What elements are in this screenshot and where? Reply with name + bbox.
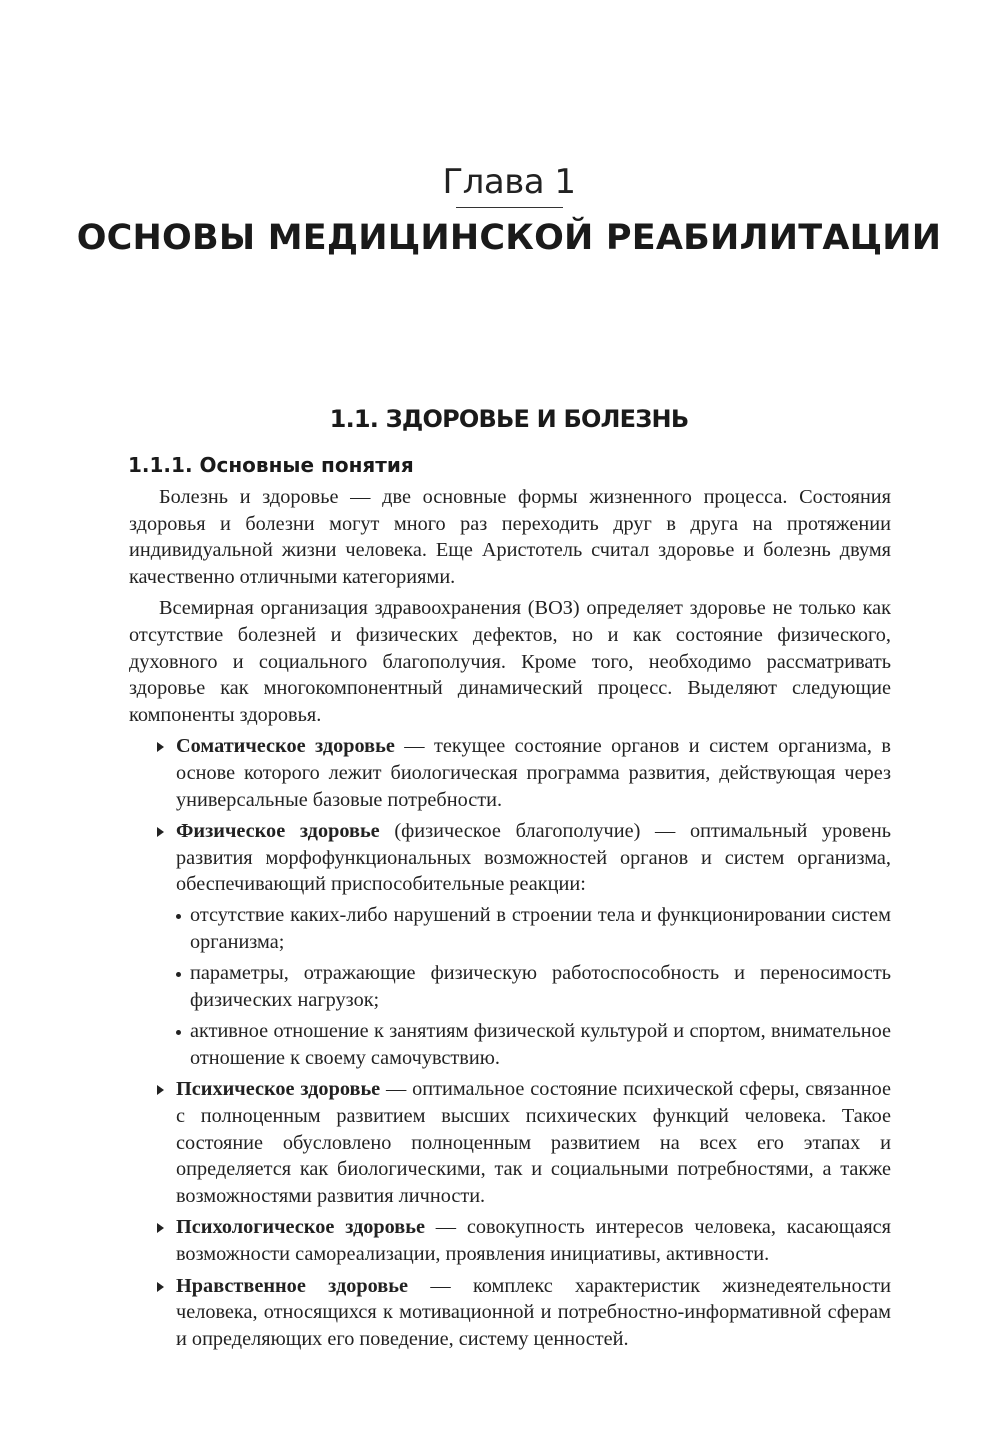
triangle-bullet-icon bbox=[157, 1085, 164, 1095]
sub-list-item bbox=[176, 1018, 891, 1071]
paragraph: Болезнь и здоровье — две основные формы жизненного процесса. Состояния здоровья и болезни могут много раз переходить друг в друга на протяжении индивидуальной жизни человека. Еще Аристотель считал здоровье и болезнь двумя качественно отличными категориями. bbox=[129, 486, 891, 588]
physical-health-sublist bbox=[176, 902, 891, 1072]
sub-item-text: параметры, отражающие физическую работоспособность и переносимость физических нагрузок; bbox=[190, 962, 891, 1011]
component-term: Соматическое здоровье bbox=[176, 735, 395, 758]
paragraph: Всемирная организация здравоохранения (ВОЗ) определяет здоровье не только как отсутствие болезней и физических дефектов, но и как состояние физического, духовного и социального благополучия. Кроме того, необходимо рассматривать здоровье как многокомпонентный динамический процесс. Выделяют следующие компоненты здоровья. bbox=[129, 597, 891, 726]
list-item bbox=[129, 1076, 891, 1209]
component-definition: — комплекс характеристик жизнедеятельности человека, относящихся к мотивационной и потребностно-информативной сферам и определяющих его поведение, систему ценностей. bbox=[176, 1274, 891, 1350]
section-title: 1.1. ЗДОРОВЬЕ И БОЛЕЗНЬ bbox=[329, 405, 689, 433]
component-term: Психическое здоровье bbox=[176, 1078, 381, 1101]
triangle-bullet-icon bbox=[157, 1223, 164, 1233]
chapter-title: ОСНОВЫ МЕДИЦИНСКОЙ РЕАБИЛИТАЦИИ bbox=[76, 218, 942, 258]
list-item bbox=[129, 818, 891, 1071]
chapter-divider bbox=[456, 207, 563, 208]
sub-list-item bbox=[176, 960, 891, 1013]
triangle-bullet-icon bbox=[157, 742, 164, 752]
dot-bullet-icon bbox=[176, 972, 181, 977]
sub-item-text: отсутствие каких-либо нарушений в строении тела и функционировании систем организма; bbox=[190, 903, 891, 953]
component-definition: (физическое благополучие) — оптимальный уровень развития морфофункциональных возможностей органов и систем организма, обеспечивающий приспособительные реакции: bbox=[176, 820, 891, 896]
component-term: Физическое здоровье bbox=[176, 820, 380, 843]
list-item bbox=[129, 1214, 891, 1267]
triangle-bullet-icon bbox=[157, 1282, 164, 1292]
health-components-list bbox=[129, 733, 891, 1352]
sub-item-text: активное отношение к занятиям физической культурой и спортом, внимательное отношение к своему самочувствию. bbox=[190, 1020, 891, 1069]
component-term: Психологическое здоровье bbox=[176, 1216, 425, 1239]
triangle-bullet-icon bbox=[157, 827, 164, 837]
component-definition: — оптимальное состояние психической сферы, связанное с полноценным развитием высших психических функций человека. Такое состояние обусловлено полноценным развитием на всех его этапах и определяется как биологическими, так и социальными потребностями, а также возможностями развития личности. bbox=[176, 1078, 891, 1207]
component-definition: — совокупность интересов человека, касающаяся возможности самореализации, проявления инициативы, активности. bbox=[176, 1216, 891, 1266]
component-term: Нравственное здоровье bbox=[176, 1274, 408, 1297]
body-text bbox=[129, 484, 891, 1357]
component-definition: — текущее состояние органов и систем организма, в основе которого лежит биологическая программа развития, действующая через универсальные базовые потребности. bbox=[176, 735, 891, 811]
list-item bbox=[129, 1273, 891, 1353]
list-item bbox=[129, 733, 891, 813]
dot-bullet-icon bbox=[176, 1030, 181, 1035]
chapter-number: Глава 1 bbox=[442, 162, 576, 202]
dot-bullet-icon bbox=[176, 914, 181, 919]
sub-list-item bbox=[176, 902, 891, 955]
subsection-title: 1.1.1. Основные понятия bbox=[128, 453, 414, 477]
